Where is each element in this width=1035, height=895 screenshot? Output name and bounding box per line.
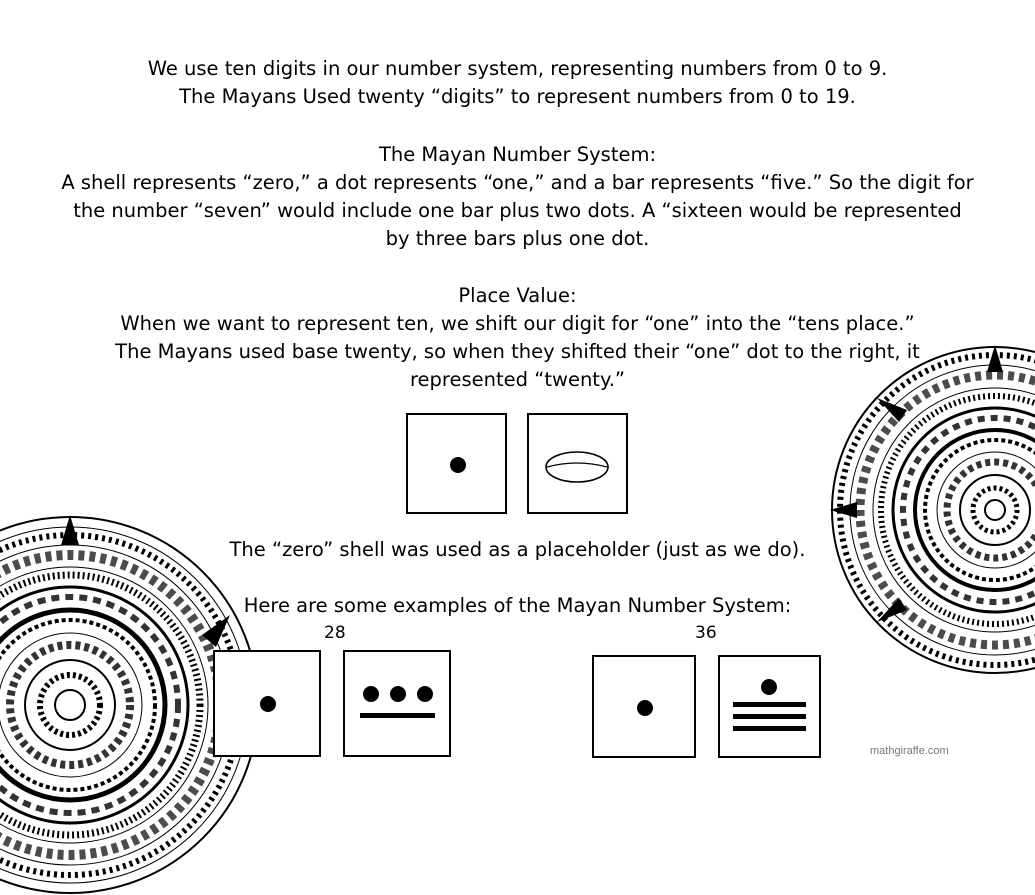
mayan-system-heading: The Mayan Number System: (378, 143, 657, 166)
intro-paragraph (0, 55, 1035, 111)
bar-symbol (733, 726, 806, 731)
shell-zero-icon (529, 415, 626, 512)
example-36-label: 36 (695, 623, 717, 643)
twenty-upper-digit-box (406, 413, 507, 514)
example-28-lower-box (343, 650, 451, 757)
examples-heading: Here are some examples of the Mayan Number System: (243, 594, 792, 617)
example-36-upper-box (592, 655, 696, 758)
example-36-lower-box (718, 655, 821, 758)
placeholder-note: The “zero” shell was used as a placeholder (just as we do). (229, 538, 806, 561)
dot-symbol (417, 686, 433, 702)
twenty-lower-digit-box (527, 413, 628, 514)
example-28-upper-box (213, 650, 321, 757)
mayan-system-paragraph (0, 141, 1035, 253)
site-credit: mathgiraffe.com (870, 745, 949, 757)
place-value-line-3: represented “twenty.” (409, 368, 626, 391)
place-value-line-1: When we want to represent ten, we shift our digit for “one” into the “tens place.” (120, 312, 915, 335)
intro-line-1: We use ten digits in our number system, representing numbers from 0 to 9. (147, 57, 888, 80)
intro-line-2: The Mayans Used twenty “digits” to represent numbers from 0 to 19. (179, 85, 856, 108)
place-value-line-2: The Mayans used base twenty, so when they shifted their “one” dot to the right, it (115, 340, 920, 363)
place-value-heading: Place Value: (458, 284, 577, 307)
bar-symbol (733, 714, 806, 719)
dot-symbol (761, 679, 777, 695)
mayan-system-line-3: by three bars plus one dot. (385, 227, 650, 250)
mayan-system-line-2: the number “seven” would include one bar plus two dots. A “sixteen would be represented (73, 199, 962, 222)
bar-symbol (360, 713, 435, 718)
dot-symbol (260, 696, 276, 712)
mayan-system-line-1: A shell represents “zero,” a dot represents “one,” and a bar represents “five.” So the digit for (61, 171, 974, 194)
calendar-stone-right-image (830, 345, 1035, 675)
example-28-label: 28 (324, 623, 346, 643)
dot-symbol (363, 686, 379, 702)
bar-symbol (733, 702, 806, 707)
dot-symbol (450, 457, 466, 473)
dot-symbol (390, 686, 406, 702)
place-value-paragraph (0, 282, 1035, 394)
dot-symbol (637, 700, 653, 716)
